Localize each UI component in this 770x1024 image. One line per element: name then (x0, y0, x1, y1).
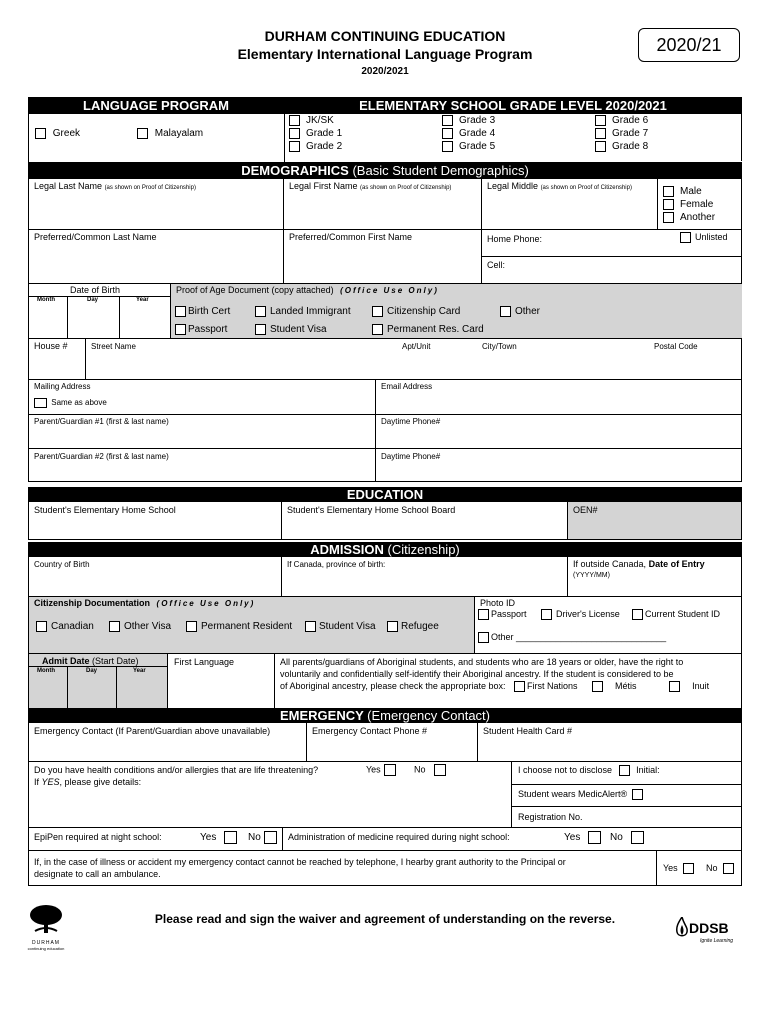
city-label: City/Town (482, 342, 517, 351)
cit-other-visa[interactable] (109, 621, 171, 632)
header-year: 2020/2021 (361, 66, 409, 77)
language-option-label: Greek (52, 128, 81, 140)
checkbox[interactable] (669, 681, 680, 692)
proof-option-label: Citizenship Card (387, 306, 461, 318)
language-option-label: Malayalam (154, 128, 204, 140)
checkbox[interactable] (175, 324, 186, 335)
proof-passport[interactable] (175, 324, 227, 335)
cell-label: Cell: (487, 260, 506, 270)
grade-label: Grade 2 (306, 141, 343, 153)
grade-label: Grade 1 (306, 128, 343, 140)
checkbox[interactable] (372, 306, 383, 317)
checkbox[interactable] (264, 831, 277, 844)
gender-label: Male (680, 186, 702, 198)
health-card-label: Student Health Card # (483, 726, 573, 736)
legal-last-note: (as shown on Proof of Citizenship) (104, 185, 196, 191)
language-program-heading (28, 97, 284, 114)
gender-male[interactable] (663, 186, 702, 197)
if-yes-label (34, 777, 141, 787)
photo-drivers-license[interactable] (541, 609, 620, 620)
admin-med-no-label: No (610, 832, 623, 844)
proof-permanent-res[interactable] (372, 324, 484, 335)
citizenship-doc-text: Citizenship Documentation (34, 598, 151, 608)
year-box (638, 28, 740, 62)
admit-start-date: (Start Date) (92, 656, 139, 666)
proof-option-label: Student Visa (270, 324, 327, 336)
same-as-above-label: Same as above (51, 398, 107, 408)
health-no[interactable] (414, 764, 446, 776)
admission-heading-rest: (Citizenship) (387, 542, 460, 557)
demographics-heading (28, 162, 742, 179)
checkbox[interactable] (500, 306, 511, 317)
emergency-heading-bold: EMERGENCY (279, 708, 364, 723)
checkbox[interactable] (663, 212, 674, 223)
guardian1-phone-label: Daytime Phone# (381, 417, 441, 426)
demographics-heading-rest: (Basic Student Demographics) (352, 163, 529, 178)
checkbox[interactable] (34, 398, 47, 408)
language-program-heading-text: LANGUAGE PROGRAM (83, 98, 229, 113)
guardian2-phone-label: Daytime Phone# (381, 452, 441, 461)
authority-text (34, 856, 566, 880)
photo-student-id[interactable] (632, 609, 720, 620)
aboriginal-line-1: All parents/guardians of Aboriginal students, and students who are 18 years or older, have the right to (280, 657, 684, 667)
aboriginal-first-nations[interactable] (514, 681, 578, 691)
legal-first-text: Legal First Name (289, 181, 358, 191)
legal-first-label (289, 181, 451, 191)
checkbox[interactable] (514, 681, 525, 692)
country-birth-label: Country of Birth (34, 560, 90, 569)
grade-7[interactable] (595, 128, 648, 139)
ddsb-logo (676, 917, 746, 951)
emergency-heading (28, 708, 742, 723)
health-question: Do you have health conditions and/or allergies that are life threatening? (34, 765, 319, 775)
legal-middle-text: Legal Middle (487, 181, 539, 191)
language-option-greek[interactable] (35, 128, 80, 139)
outside-canada-text: If outside Canada, (573, 559, 647, 569)
checkbox[interactable] (175, 306, 186, 317)
checkbox[interactable] (289, 128, 300, 139)
emergency-contact-label: Emergency Contact (If Parent/Guardian above unavailable) (34, 726, 271, 736)
proof-option-label: Passport (188, 324, 228, 336)
pref-first-label: Preferred/Common First Name (289, 232, 413, 242)
checkbox[interactable] (632, 609, 643, 620)
photo-option-label: Driver's License (556, 609, 620, 619)
aboriginal-inuit[interactable] (669, 681, 709, 691)
gender-another[interactable] (663, 212, 715, 223)
checkbox[interactable] (36, 621, 47, 632)
grade-3[interactable] (442, 115, 495, 126)
checkbox[interactable] (619, 765, 630, 776)
education-heading-text: EDUCATION (346, 487, 424, 502)
aboriginal-option-label: First Nations (527, 681, 578, 691)
admin-med-yes[interactable] (564, 831, 601, 844)
same-as-above-option[interactable] (34, 398, 107, 408)
checkbox[interactable] (35, 128, 46, 139)
checkbox[interactable] (255, 324, 266, 335)
legal-middle-note: (as shown on Proof of Citizenship) (540, 185, 632, 191)
checkbox[interactable] (305, 621, 316, 632)
authority-yes[interactable] (663, 863, 694, 874)
registration-label: Registration No. (518, 812, 583, 822)
gender-female[interactable] (663, 199, 713, 210)
grade-jksk[interactable] (289, 115, 334, 126)
health-no-label: No (414, 764, 426, 775)
proof-student-visa[interactable] (255, 324, 327, 335)
guardian2-label: Parent/Guardian #2 (first & last name) (34, 452, 169, 461)
dob-month: Month (37, 297, 55, 303)
epipen-no-label: No (248, 832, 261, 844)
checkbox[interactable] (592, 681, 603, 692)
legal-last-label (34, 181, 196, 191)
checkbox[interactable] (680, 232, 691, 243)
aboriginal-metis[interactable] (592, 681, 637, 691)
gender-label: Female (680, 199, 714, 211)
admit-year: Year (133, 668, 146, 674)
checkbox[interactable] (683, 863, 694, 874)
grade-4[interactable] (442, 128, 495, 139)
aboriginal-option-label: Inuit (692, 681, 710, 691)
grade-label: Grade 8 (612, 141, 649, 153)
proof-other[interactable] (500, 306, 540, 317)
ddsb-logo-sub: Ignite Learning (700, 938, 734, 944)
citizenship-office-use: (Office Use Only) (156, 599, 256, 608)
checkbox[interactable] (595, 141, 606, 152)
legal-middle-label (487, 181, 632, 191)
photo-option-label: Current Student ID (645, 609, 721, 619)
emergency-phone-label: Emergency Contact Phone # (312, 726, 428, 736)
cit-canadian[interactable] (36, 621, 94, 632)
grade-label: Grade 7 (612, 128, 649, 140)
checkbox[interactable] (631, 831, 644, 844)
admit-date-label (42, 656, 139, 666)
guardian1-label: Parent/Guardian #1 (first & last name) (34, 417, 169, 426)
cit-option-label: Canadian (51, 621, 94, 633)
home-school-label: Student's Elementary Home School (34, 505, 176, 515)
grade-label: Grade 5 (459, 141, 496, 153)
photo-other[interactable] (478, 632, 666, 643)
checkbox[interactable] (595, 128, 606, 139)
if-yes-text-2: , please give details: (59, 777, 142, 787)
epipen-no[interactable] (248, 831, 277, 844)
epipen-yes-label: Yes (200, 832, 217, 844)
medicalert-label: Student wears MedicAlert® (518, 789, 628, 799)
emergency-heading-rest: (Emergency Contact) (367, 708, 490, 723)
checkbox[interactable] (478, 609, 489, 620)
header-subtitle: Elementary International Language Program (237, 46, 533, 62)
initial-label: Initial: (636, 765, 660, 775)
admin-med-no[interactable] (610, 831, 644, 844)
epipen-label: EpiPen required at night school: (34, 832, 162, 842)
checkbox[interactable] (289, 115, 300, 126)
if-yes-em: YES (41, 777, 60, 787)
checkbox[interactable] (255, 306, 266, 317)
checkbox[interactable] (595, 115, 606, 126)
grade-level-heading-text: ELEMENTARY SCHOOL GRADE LEVEL 2020/2021 (359, 98, 667, 113)
flame-icon (676, 917, 688, 939)
cit-option-label: Other Visa (124, 621, 172, 633)
durham-logo-text: DURHAM (32, 940, 60, 946)
education-heading (28, 487, 742, 502)
proof-option-label: Other (515, 306, 541, 318)
aboriginal-option-label: Métis (615, 681, 637, 691)
proof-citizenship-card[interactable] (372, 306, 460, 317)
health-yes[interactable] (366, 764, 396, 776)
admission-heading (28, 542, 742, 557)
cit-option-label: Refugee (401, 621, 439, 633)
proof-birth-cert[interactable] (175, 306, 230, 317)
pref-last-label: Preferred/Common Last Name (34, 232, 157, 242)
if-yes-text-1: If (34, 777, 40, 787)
cit-student-visa[interactable] (305, 621, 376, 632)
checkbox[interactable] (442, 128, 453, 139)
proof-text: Proof of Age Document (copy attached) (176, 285, 334, 295)
checkbox[interactable] (442, 141, 453, 152)
checkbox[interactable] (224, 831, 237, 844)
authority-line-2: designate to call an ambulance. (34, 869, 161, 879)
choose-not-label: I choose not to disclose (518, 765, 613, 775)
checkbox[interactable] (632, 789, 643, 800)
waiver-notice: Please read and sign the waiver and agreement of understanding on the reverse. (154, 912, 616, 926)
citizenship-doc-label (34, 598, 255, 608)
proof-option-label: Landed Immigrant (270, 306, 351, 318)
authority-no[interactable] (706, 863, 734, 874)
checkbox[interactable] (442, 115, 453, 126)
grade-label: Grade 4 (459, 128, 496, 140)
aboriginal-line-2: voluntarily and confidentially self-identify their Aboriginal ancestry. If the student is considered to be (280, 669, 674, 679)
aboriginal-text (280, 656, 709, 692)
demographics-heading-bold: DEMOGRAPHICS (241, 163, 349, 178)
checkbox[interactable] (478, 632, 489, 643)
admit-date-text: Admit Date (42, 656, 90, 666)
grade-level-heading (284, 97, 742, 114)
year-box-text: 2020/21 (656, 35, 722, 55)
medicalert-option[interactable] (518, 789, 643, 800)
legal-last-text: Legal Last Name (34, 181, 103, 191)
proof-label (176, 285, 439, 295)
dob-day: Day (87, 297, 99, 303)
oen-label: OEN# (573, 505, 598, 515)
unlisted-label: Unlisted (695, 232, 728, 242)
admit-month: Month (37, 668, 55, 674)
checkbox[interactable] (384, 764, 396, 776)
durham-logo-sub: continuing education (27, 946, 65, 951)
choose-not-disclose[interactable] (518, 765, 660, 776)
grade-2[interactable] (289, 141, 342, 152)
grade-6[interactable] (595, 115, 648, 126)
email-label: Email Address (381, 382, 433, 391)
grade-label: Grade 6 (612, 115, 649, 127)
home-phone-label: Home Phone: (487, 234, 543, 244)
date-entry-text: Date of Entry (648, 559, 705, 569)
proof-landed-immigrant[interactable] (255, 306, 351, 317)
photo-id-label: Photo ID (480, 598, 516, 608)
ddsb-logo-text: DDSB (689, 920, 729, 936)
grade-5[interactable] (442, 141, 495, 152)
admit-day: Day (86, 668, 98, 674)
checkbox[interactable] (137, 128, 148, 139)
checkbox[interactable] (289, 141, 300, 152)
photo-option-label: Passport (491, 609, 527, 619)
checkbox[interactable] (663, 186, 674, 197)
dob-label: Date of Birth (70, 285, 121, 295)
unlisted-option[interactable] (680, 232, 728, 243)
checkbox[interactable] (372, 324, 383, 335)
date-entry-label (573, 559, 705, 569)
authority-no-label: No (706, 863, 718, 873)
grade-1[interactable] (289, 128, 342, 139)
date-entry-format: (YYYY/MM) (573, 572, 610, 579)
authority-line-1: If, in the case of illness or accident my emergency contact cannot be reached by telephone, I hearby grant authority to the Principal or (34, 857, 566, 867)
admin-med-label: Administration of medicine required during night school: (288, 832, 510, 842)
checkbox[interactable] (588, 831, 601, 844)
cit-refugee[interactable] (387, 621, 439, 632)
house-label: House # (34, 341, 68, 351)
tree-icon (22, 903, 70, 935)
checkbox[interactable] (109, 621, 120, 632)
checkbox[interactable] (663, 199, 674, 210)
authority-yes-label: Yes (663, 863, 678, 873)
legal-first-note: (as shown on Proof of Citizenship) (360, 185, 452, 191)
grade-label: Grade 3 (459, 115, 496, 127)
admission-heading-bold: ADMISSION (310, 542, 384, 557)
aboriginal-line-3: of Aboriginal ancestry, please check the appropriate box: (280, 681, 506, 691)
cit-permanent-resident[interactable] (186, 621, 292, 632)
admin-med-yes-label: Yes (564, 832, 581, 844)
photo-passport[interactable] (478, 609, 527, 620)
photo-other-label: Other ______________________________ (491, 632, 667, 642)
apt-label: Apt/Unit (402, 342, 431, 351)
mailing-label: Mailing Address (34, 382, 91, 391)
home-board-label: Student's Elementary Home School Board (287, 505, 456, 515)
proof-option-label: Birth Cert (188, 306, 231, 318)
checkbox[interactable] (186, 621, 197, 632)
gender-label: Another (680, 212, 716, 224)
province-birth-label: If Canada, province of birth: (287, 560, 386, 569)
proof-office-use: (Office Use Only) (340, 286, 439, 295)
cit-option-label: Permanent Resident (201, 621, 293, 633)
epipen-yes[interactable] (200, 831, 237, 844)
grade-8[interactable] (595, 141, 648, 152)
dob-year: Year (136, 297, 149, 303)
language-option-malayalam[interactable] (137, 128, 203, 139)
checkbox[interactable] (434, 764, 446, 776)
checkbox[interactable] (541, 609, 552, 620)
checkbox[interactable] (387, 621, 398, 632)
header-title: DURHAM CONTINUING EDUCATION (264, 28, 506, 44)
proof-option-label: Permanent Res. Card (387, 324, 484, 336)
health-yes-label: Yes (366, 764, 381, 775)
aboriginal-line-3-row (280, 680, 709, 692)
durham-logo (22, 903, 70, 951)
postal-label: Postal Code (654, 342, 698, 351)
grade-label: JK/SK (306, 115, 334, 127)
checkbox[interactable] (723, 863, 734, 874)
first-language-label: First Language (174, 657, 235, 667)
cit-option-label: Student Visa (319, 621, 376, 633)
street-label: Street Name (91, 342, 136, 351)
